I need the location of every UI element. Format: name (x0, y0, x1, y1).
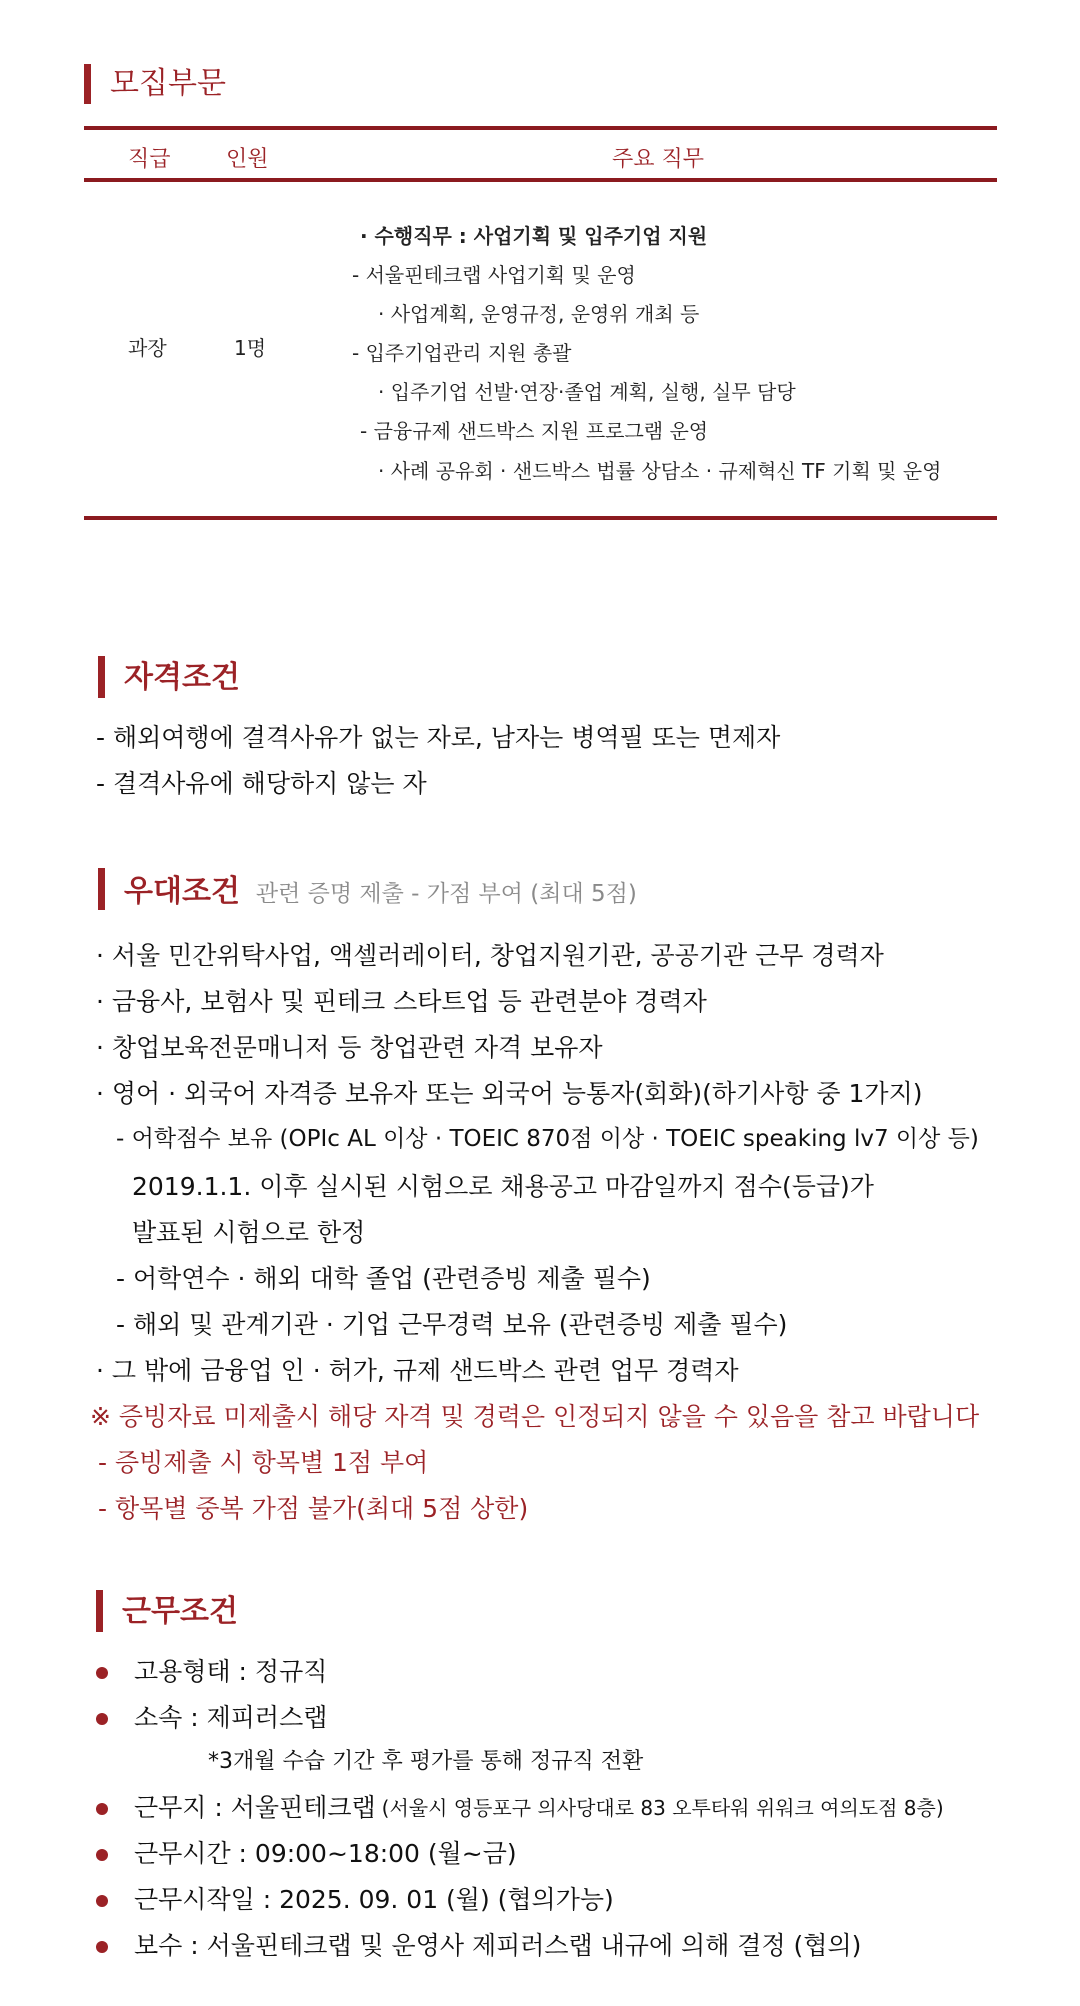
table-header-rule (84, 178, 997, 182)
preference-notice: - 증빙제출 시 항목별 1점 부여 (98, 1448, 429, 1477)
duty-line: · 사업계획, 운영규정, 운영위 개최 등 (378, 302, 700, 326)
preference-title (124, 866, 637, 910)
qualification-item: - 해외여행에 결격사유가 없는 자로, 남자는 병역필 또는 면제자 (96, 723, 781, 752)
preference-subitem-detail: 2019.1.1. 이후 실시된 시험으로 채용공고 마감일까지 점수(등급)가 (132, 1172, 874, 1201)
preference-title-text: 우대조건 (124, 874, 240, 909)
bullet-icon (96, 1895, 108, 1907)
duty-line: · 수행직무 : 사업기획 및 입주기업 지원 (360, 224, 708, 248)
preference-item: · 서울 민간위탁사업, 액셀러레이터, 창업지원기관, 공공기관 근무 경력자 (96, 941, 884, 970)
work-item-employment (96, 1652, 327, 1688)
header-count: 인원 (226, 147, 269, 172)
recruit-title: 모집부문 (110, 66, 226, 101)
work-pay: 보수 : 서울핀테크랩 및 운영사 제피러스랩 내규에 의해 결정 (협의) (134, 1931, 862, 1960)
duty-line: · 사례 공유회 · 샌드박스 법률 상담소 · 규제혁신 TF 기획 및 운영 (378, 459, 942, 483)
duty-line: - 금융규제 샌드박스 지원 프로그램 운영 (360, 419, 709, 443)
work-location: 근무지 : 서울핀테크랩 (134, 1793, 376, 1822)
preference-item: · 영어 · 외국어 자격증 보유자 또는 외국어 능통자(회화)(하기사항 중 1가지) (96, 1079, 923, 1108)
bullet-icon (96, 1803, 108, 1815)
work-hours: 근무시간 : 09:00~18:00 (월~금) (134, 1839, 517, 1868)
work-item-affiliation (96, 1698, 327, 1734)
section-marker (98, 656, 105, 698)
qualification-item: - 결격사유에 해당하지 않는 자 (96, 769, 427, 798)
duty-line: · 입주기업 선발·연장·졸업 계획, 실행, 실무 담당 (378, 380, 796, 404)
table-bottom-rule (84, 516, 997, 520)
table-top-rule (84, 126, 997, 130)
work-location-detail: (서울시 영등포구 의사당대로 83 오투타워 위워크 여의도점 8층) (381, 1795, 944, 1820)
header-grade: 직급 (128, 147, 171, 172)
section-marker (84, 64, 91, 104)
bullet-icon (96, 1849, 108, 1861)
preference-item: · 창업보육전문매니저 등 창업관련 자격 보유자 (96, 1033, 603, 1062)
row-grade: 과장 (128, 336, 167, 360)
work-employment: 고용형태 : 정규직 (134, 1657, 328, 1686)
duty-line: - 서울핀테크랩 사업기획 및 운영 (352, 263, 636, 287)
section-marker (98, 868, 105, 910)
preference-subitem: - 해외 및 관계기관 · 기업 근무경력 보유 (관련증빙 제출 필수) (116, 1310, 788, 1339)
section-marker (96, 1590, 103, 1632)
work-item-pay (96, 1926, 861, 1962)
preference-subitem-detail: 발표된 시험으로 한정 (132, 1218, 366, 1247)
preference-notice: - 항목별 중복 가점 불가(최대 5점 상한) (98, 1494, 529, 1523)
preference-item: · 그 밖에 금융업 인 · 허가, 규제 샌드박스 관련 업무 경력자 (96, 1356, 739, 1385)
duty-line: - 입주기업관리 지원 총괄 (352, 341, 572, 365)
qualification-title: 자격조건 (124, 660, 240, 695)
bullet-icon (96, 1667, 108, 1679)
work-affiliation: 소속 : 제피러스랩 (134, 1703, 328, 1732)
work-start: 근무시작일 : 2025. 09. 01 (월) (협의가능) (134, 1885, 614, 1914)
preference-subitem: - 어학연수 · 해외 대학 졸업 (관련증빙 제출 필수) (116, 1264, 651, 1293)
probation-note: *3개월 수습 기간 후 평가를 통해 정규직 전환 (208, 1749, 644, 1774)
work-item-hours (96, 1834, 517, 1870)
header-duties: 주요 직무 (612, 147, 705, 172)
work-item-location (96, 1788, 944, 1824)
work-item-start (96, 1880, 614, 1916)
bullet-icon (96, 1713, 108, 1725)
bullet-icon (96, 1941, 108, 1953)
preference-subtitle: 관련 증명 제출 - 가점 부여 (최대 5점) (255, 881, 637, 907)
row-count: 1명 (234, 336, 267, 360)
preference-subitem: - 어학점수 보유 (OPIc AL 이상 · TOEIC 870점 이상 · TOEIC speaking lv7 이상 등) (116, 1126, 979, 1152)
work-title: 근무조건 (122, 1594, 238, 1629)
preference-item: · 금융사, 보험사 및 핀테크 스타트업 등 관련분야 경력자 (96, 987, 707, 1016)
preference-notice: ※ 증빙자료 미제출시 해당 자격 및 경력은 인정되지 않을 수 있음을 참고 바랍니다 (90, 1402, 980, 1431)
